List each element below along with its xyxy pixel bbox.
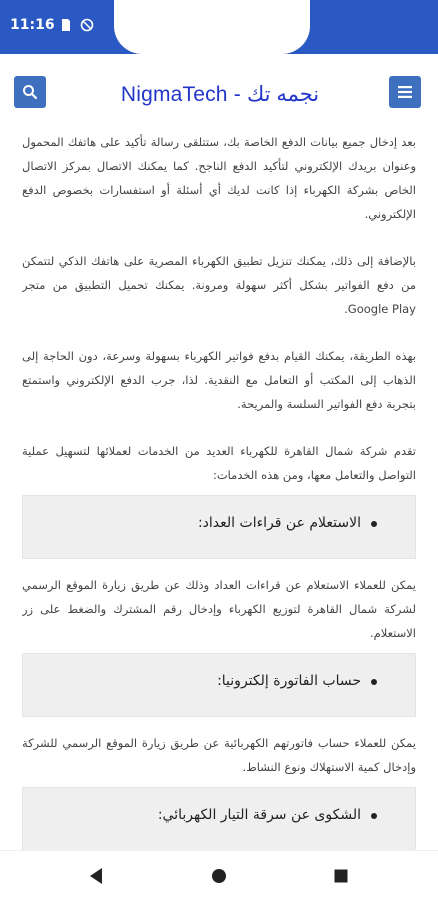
site-title[interactable]: NigmaTech - نجمه تك [120, 83, 320, 106]
article-paragraph: بعد إدخال جميع بيانات الدفع الخاصة بك، ستتلقى رسالة تأكيد على هاتفك المحمول وعنوان بريدك الإلكتروني لتأكيد الدفع الناجح. كما يمكنك الاتصال بمركز الاتصال الخاص بشركة الكهرباء إذا كانت لديك أي أسئلة أو استفسارات بخصوص الدفع الإلكتروني. [22, 135, 416, 221]
article-paragraph: يمكن للعملاء حساب فاتورتهم الكهربائية عن طريق زيارة الموقع الرسمي للشركة وإدخال كمية الاستهلاك ونوع النشاط. [22, 736, 416, 774]
back-triangle-icon[interactable] [88, 867, 104, 885]
article-paragraph: يمكن للعملاء الاستعلام عن قراءات العداد وذلك عن طريق زيارة الموقع الرسمي لشركة شمال القاهرة لتوزيع الكهرباء وإدخال رقم المشترك والضغط على زر الاستعلام. [22, 578, 416, 640]
status-time: 11:16 [10, 17, 55, 33]
bullet-icon [371, 813, 377, 819]
search-icon [22, 84, 38, 100]
article-paragraph: بهذه الطريقة، يمكنك القيام بدفع فواتير الكهرباء بسهولة وسرعة، دون الحاجة إلى الذهاب إلى المكتب أو التعامل مع النقدية. لذا، جرب الدفع الإلكتروني واستمتع بتجربة دفع الفواتير السلسة والمريحة. [22, 349, 416, 411]
article-paragraph: تقدم شركة شمال القاهرة للكهرباء العديد من الخدمات لعملائها لتسهيل عملية التواصل والتعامل معها، ومن هذه الخدمات: [22, 444, 416, 482]
search-button[interactable] [14, 76, 46, 108]
sim-card-icon [58, 18, 72, 32]
app-header [0, 54, 438, 126]
service-heading: الاستعلام عن قراءات العداد: [197, 515, 361, 531]
service-item [22, 787, 416, 850]
menu-icon [398, 86, 412, 98]
bullet-icon [371, 679, 377, 685]
service-item [22, 495, 416, 559]
do-not-disturb-icon [80, 18, 94, 32]
recents-square-icon[interactable] [333, 867, 349, 885]
menu-button[interactable] [389, 76, 421, 108]
service-heading: حساب الفاتورة إلكترونيا: [217, 673, 361, 689]
article-paragraph: بالإضافة إلى ذلك، يمكنك تنزيل تطبيق الكهرباء المصرية على هاتفك الذكي لتتمكن من دفع الفواتير بشكل أكثر سهولة ومرونة. يمكنك تحميل التطبيق من متجر Google Play. [22, 254, 416, 316]
camera-notch [114, 0, 310, 54]
service-heading: الشكوى عن سرقة التيار الكهربائي: [157, 807, 361, 823]
system-navigation-bar [0, 850, 438, 900]
bullet-icon [371, 521, 377, 527]
service-item [22, 653, 416, 717]
article-content [22, 126, 416, 850]
home-circle-icon[interactable] [211, 867, 227, 885]
